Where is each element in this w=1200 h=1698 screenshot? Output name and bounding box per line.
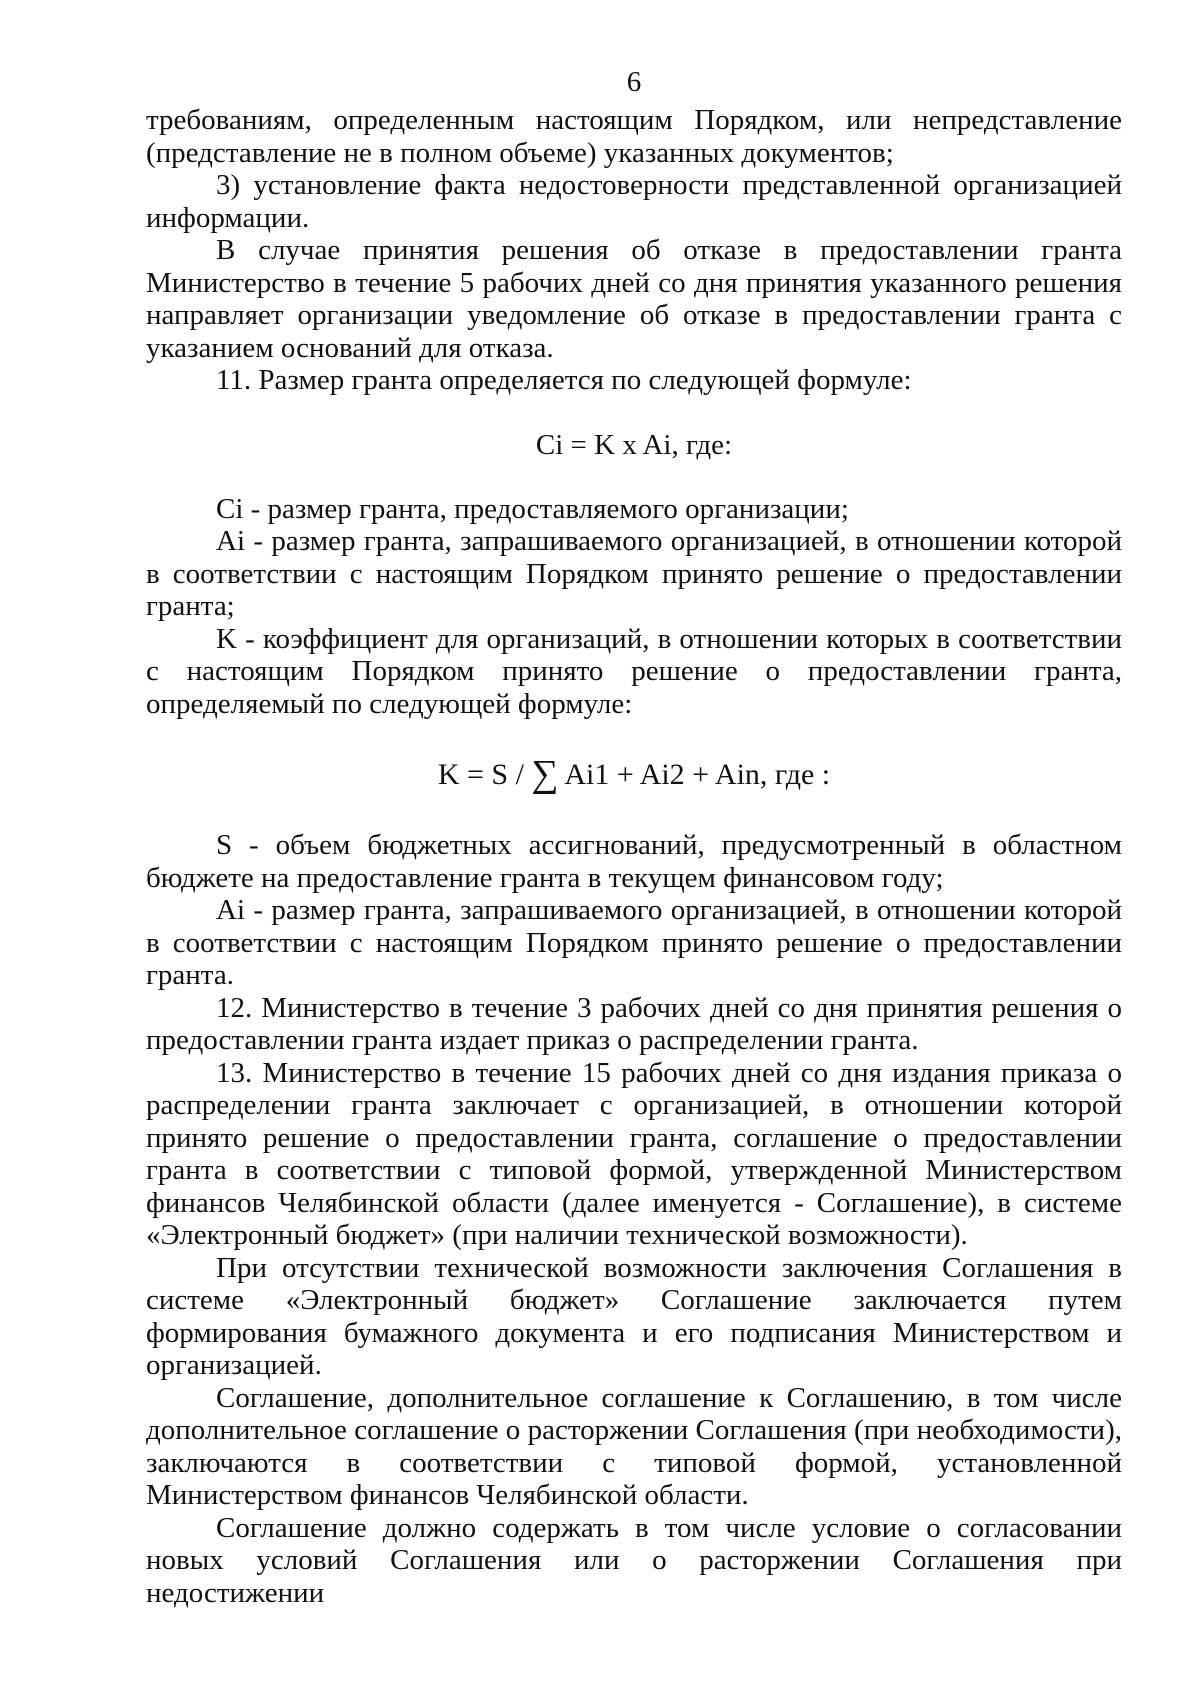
paragraph: S - объем бюджетных ассигнований, предусмотренный в областном бюджете на предоставление гранта в текущем финансовом году; bbox=[146, 829, 1122, 894]
paragraph: Соглашение должно содержать в том числе условие о согласовании новых условий Соглашения или о расторжении Соглашения при недостижении bbox=[146, 1511, 1122, 1609]
paragraph: K - коэффициент для организаций, в отношении которых в соответствии с настоящим Порядком принято решение о предоставлении гранта, определяемый по следующей формуле: bbox=[146, 622, 1122, 720]
paragraph: Ai - размер гранта, запрашиваемого организацией, в отношении которой в соответствии с настоящим Порядком принято решение о предоставлении гранта. bbox=[146, 894, 1122, 991]
paragraph: Соглашение, дополнительное соглашение к Соглашению, в том числе дополнительное соглашение о расторжении Соглашения (при необходимости), заключаются в соответствии с типовой формой, установленной Министерством финансов Челябинской области. bbox=[146, 1381, 1122, 1511]
sigma-symbol: ∑ bbox=[531, 753, 559, 795]
paragraph: Ai - размер гранта, запрашиваемого организацией, в отношении которой в соответствии с настоящим Порядком принято решение о предоставлении гранта; bbox=[146, 525, 1122, 622]
formula-coefficient-left: K = S / bbox=[437, 758, 524, 791]
formula-coefficient-right: Ai1 + Ai2 + Ain, где : bbox=[564, 758, 831, 791]
formula-grant-size: Ci = K x Ai, где: bbox=[535, 428, 733, 461]
paragraph: требованиям, определенным настоящим Порядком, или непредставление (представление не в полном объеме) указанных документов; bbox=[146, 104, 1122, 169]
formula-coefficient bbox=[146, 750, 1122, 799]
paragraph: 3) установление факта недостоверности представленной организацией информации. bbox=[146, 169, 1122, 234]
paragraph: 11. Размер гранта определяется по следующей формуле: bbox=[216, 364, 912, 396]
document-page bbox=[146, 62, 1122, 1609]
page-number: 6 bbox=[626, 66, 642, 98]
paragraph: В случае принятия решения об отказе в предоставлении гранта Министерство в течение 5 рабочих дней со дня принятия указанного решения направляет организации уведомление об отказе в предоставлении гранта с указанием оснований для отказа. bbox=[146, 234, 1122, 364]
paragraph: 12. Министерство в течение 3 рабочих дней со дня принятия решения о предоставлении гранта издает приказ о распределении гранта. bbox=[146, 991, 1122, 1056]
paragraph: Ci - размер гранта, предоставляемого организации; bbox=[216, 492, 849, 525]
paragraph: При отсутствии технической возможности заключения Соглашения в системе «Электронный бюджет» Соглашение заключается путем формирования бумажного документа и его подписания Министерством и организацией. bbox=[146, 1251, 1122, 1381]
paragraph: 13. Министерство в течение 15 рабочих дней со дня издания приказа о распределении гранта заключает с организацией, в отношении которой принято решение о предоставлении гранта, соглашение о предоставлении гранта в соответствии с типовой формой, утвержденной Министерством финансов Челябинской области (далее именуется - Соглашение), в системе «Электронный бюджет» (при наличии технической возможности). bbox=[146, 1056, 1122, 1251]
